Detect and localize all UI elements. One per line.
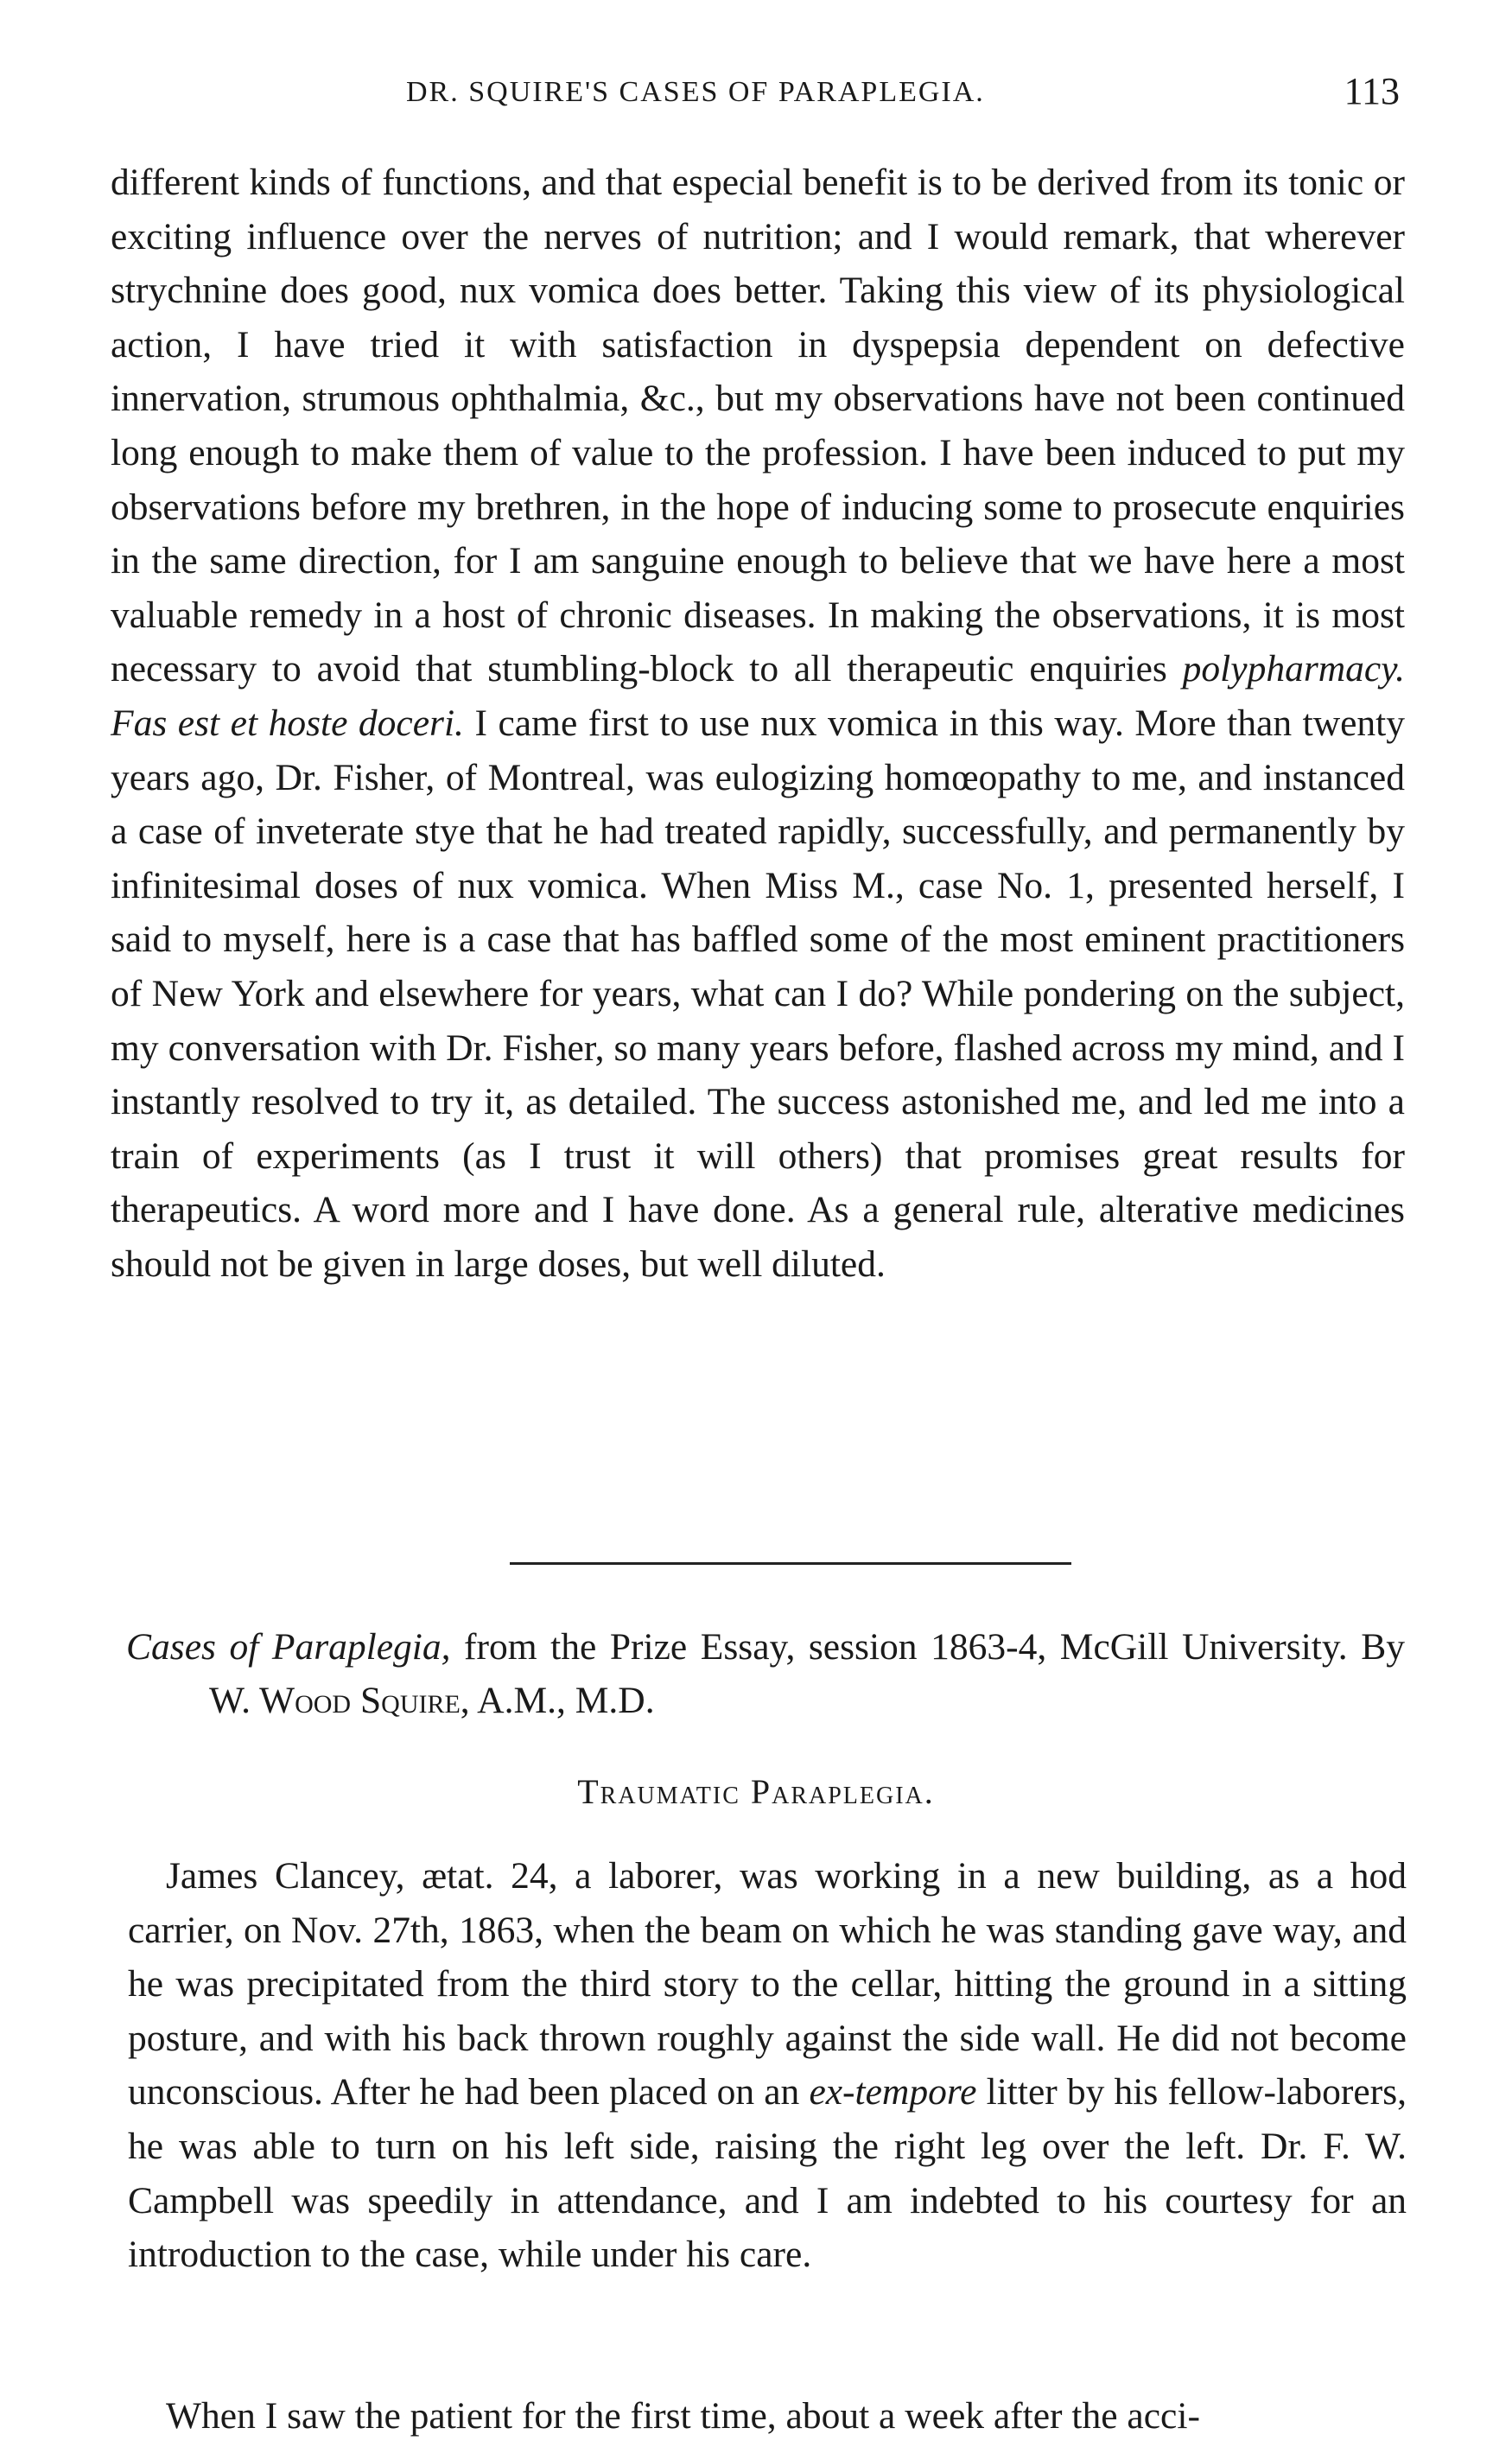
paragraph-text: When I saw the patient for the first time, about a week after the acci- [166, 2395, 1200, 2437]
paragraph-text-part: different kinds of functions, and that especial benefit is to be derived from its tonic or exciting influence over the nerves of nutrition; and I would remark, that wherever strychnine does good, nux vomica does better. Taking this view of its physiological action, I have tried it with satisfaction in dyspepsia dependent on defective innervation, strumous ophthalmia, &c., but my observations have not been continued long enough to make them of value to the profession. I have been induced to put my observations before my brethren, in the hope of inducing some to prosecute enquiries in the same direction, for I am sanguine enough to believe that we have here a most valuable remedy in a host of chronic diseases. In making the observations, it is most necessary to avoid that stumbling-block to all therapeutic enquiries [111, 162, 1405, 690]
paragraph-text-part: I came first to use nux vomica in this way. More than twenty years ago, Dr. Fisher, of Montreal, was eulogizing homœopathy to me, and instanced a case of inveterate stye that he had treated rapidly, successfully, and permanently by infinitesimal doses of nux vomica. When Miss M., case No. 1, presented herself, I said to myself, here is a case that has baffled some of the most eminent practitioners of New York and elsewhere for years, what can I do? While pondering on the subject, my conversation with Dr. Fisher, so many years before, flashed across my mind, and I instantly resolved to try it, as detailed. The success astonished me, and led me into a train of experiments (as I trust it will others) that promises great results for therapeutics. A word more and I have done. As a general rule, alterative medicines should not be given in large doses, but well diluted. [111, 702, 1406, 1285]
latin-phrase: Fas est et hoste doceri. [111, 702, 464, 744]
citation-source: from the Prize Essay, session 1863-4, McGill University. By [450, 1626, 1405, 1668]
running-title: DR. SQUIRE'S CASES OF PARAPLEGIA. [406, 76, 985, 108]
author-degrees: A.M., M.D. [469, 1680, 655, 1721]
author-name: W. Wood Squire, [209, 1680, 470, 1721]
case-paragraph [128, 1849, 1407, 2282]
article-title: Cases of Paraplegia, [126, 1626, 451, 1668]
section-heading: Traumatic Paraplegia. [577, 1772, 935, 1811]
case-paragraph-continued [128, 2389, 1407, 2444]
paragraph-text [128, 1849, 1407, 2282]
citation-text [126, 1620, 1405, 1727]
page-number: 113 [1344, 70, 1400, 112]
section-divider [510, 1562, 1071, 1565]
italic-term: ex-tempore [809, 2071, 977, 2113]
paragraph-text-part: litter by his fellow-laborers, he was able to turn on his left side, raising the right leg over the left. Dr. F. W. Campbell was speedily in attendance, and I am indebted to his courtesy for an introduction to the case, while under his care. [128, 2071, 1407, 2276]
article-citation [126, 1620, 1405, 1727]
running-head [112, 69, 1400, 121]
paragraph-continuation [111, 156, 1405, 1291]
paragraph-text [111, 156, 1405, 1291]
italic-term: polypharmacy. [1182, 648, 1405, 690]
paragraph-text-part: James Clancey, ætat. 24, a laborer, was working in a new building, as a hod carrier, on Nov. 27th, 1863, when the beam on which he was standing gave way, and he was precipitated from the third story to the cellar, hitting the ground in a sitting posture, and with his back thrown roughly against the side wall. He did not become unconscious. After he had been placed on an [128, 1855, 1407, 2113]
